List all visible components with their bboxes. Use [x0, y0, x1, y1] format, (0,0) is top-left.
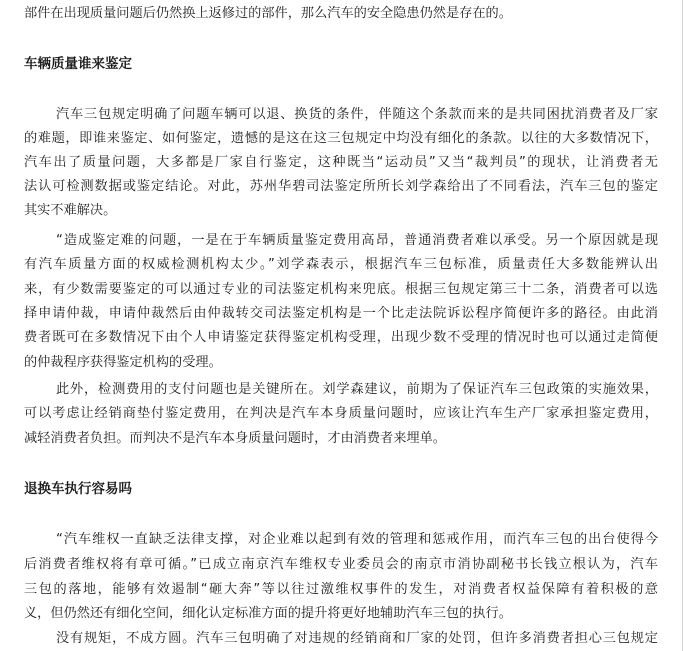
paragraph-line: 其实不难解决。 — [24, 203, 117, 218]
paragraph-line: 费者既可在多数情况下由个人申请鉴定获得鉴定机构受理，出现少数不受理的情况时也可以通过走简便 — [24, 330, 658, 345]
paragraph-line: 的仲裁程序获得鉴定机构的受理。 — [24, 355, 222, 370]
paragraph-line: 义，但仍然还有细化空间，细化认定标准方面的提升将更好地辅助汽车三包的执行。 — [24, 606, 512, 621]
paragraph-line: 来，有少数需要鉴定的可以通过专业的司法鉴定机构来兜底。根据三包规定第三十二条，消费者可以选 — [24, 282, 658, 297]
paragraph-line: 汽车出了质量问题，大多都是厂家自行鉴定，这种既当“运动员”又当“裁判员”的现状，让消费者无 — [24, 155, 658, 170]
paragraph-line: 的难题，即谁来鉴定、如何鉴定，遗憾的是这在这三包规定中均没有细化的条款。以往的大多数情况下， — [24, 131, 658, 146]
section-heading-quality-appraisal: 车辆质量谁来鉴定 — [24, 56, 132, 72]
paragraph-line: 后消费者维权将有章可循。”已成立南京汽车维权专业委员会的南京市消协副秘书长钱立根认为，汽车 — [24, 557, 658, 572]
paragraph-line: 三包的落地，能够有效遏制“砸大奔”等以往过激维权事件的发生，对消费者权益保障有着积极的意 — [24, 582, 658, 597]
paragraph-line: 有汽车质量方面的权威检测机构太少。”刘学森表示，根据汽车三包标准，质量责任大多数能辨认出 — [24, 257, 658, 272]
intro-tail-paragraph: 部件在出现质量问题后仍然换上返修过的部件，那么汽车的安全隐患仍然是存在的。 — [24, 6, 512, 21]
paragraph-line: 此外，检测费用的支付问题也是关键所在。刘学森建议，前期为了保证汽车三包政策的实施效果， — [56, 382, 658, 397]
paragraph-line: “汽车维权一直缺乏法律支撑，对企业难以起到有效的管理和惩戒作用，而汽车三包的出台使得今 — [56, 532, 658, 547]
paragraph-line: 汽车三包规定明确了问题车辆可以退、换货的条件，伴随这个条款而来的是共同困扰消费者及厂家 — [56, 107, 658, 122]
paragraph-line: 可以考虑让经销商垫付鉴定费用，在判决是汽车本身质量问题时，应该让汽车生产厂家承担鉴定费用， — [24, 406, 658, 421]
paragraph-line: 择申请仲裁，申请仲裁然后由仲裁转交司法鉴定机构是一个比走法院诉讼程序简便许多的路径。由此消 — [24, 306, 658, 321]
paragraph-line: 减轻消费者负担。而判决不是汽车本身质量问题时，才由消费者来埋单。 — [24, 431, 446, 446]
paragraph-line: 没有规矩，不成方圆。汽车三包明确了对违规的经销商和厂家的处罚，但许多消费者担心三包规定 — [56, 631, 658, 646]
paragraph-line: “造成鉴定难的问题，一是在于车辆质量鉴定费用高昂，普通消费者难以承受。另一个原因就是现 — [56, 233, 658, 248]
paragraph-line: 法认可检测数据或鉴定结论。对此，苏州华碧司法鉴定所所长刘学森给出了不同看法，汽车三包的鉴定 — [24, 179, 658, 194]
section-heading-vehicle-return: 退换车执行容易吗 — [24, 481, 132, 497]
